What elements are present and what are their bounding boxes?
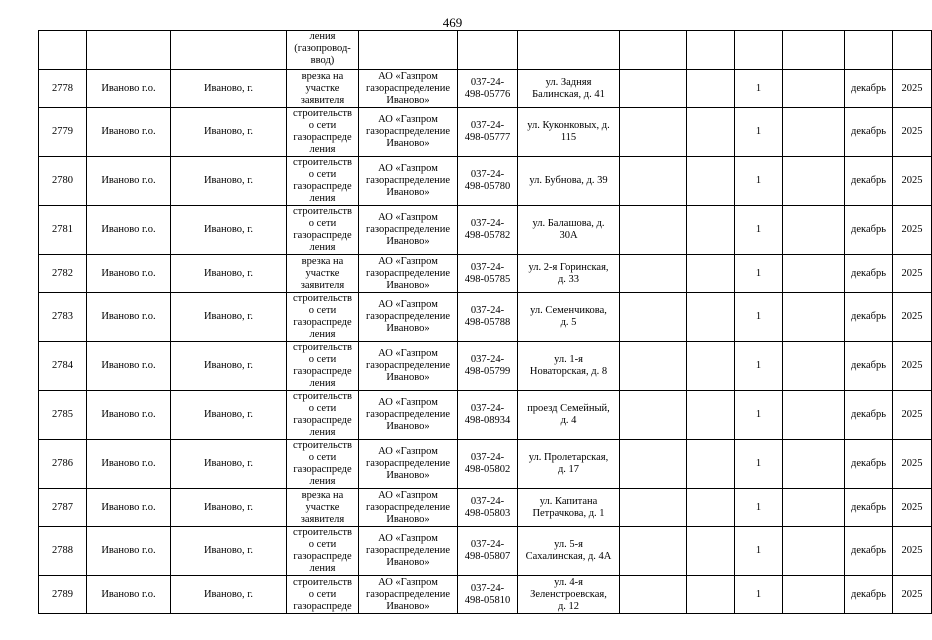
cell-year: 2025: [893, 576, 932, 614]
cell-empty: [620, 157, 687, 206]
cell-row-number: 2780: [39, 157, 87, 206]
cell-locality: Иваново, г.: [171, 70, 287, 108]
cell-district: Иваново г.о.: [87, 108, 171, 157]
cell-address: ул. Капитана Петрачкова, д. 1: [518, 489, 620, 527]
cell-application-code: 037-24- 498-05810: [458, 576, 518, 614]
cell-quantity: 1: [735, 440, 783, 489]
cell-empty: [620, 489, 687, 527]
cell-work-type: строительств о сети газораспреде ления: [287, 108, 359, 157]
cell-month: декабрь: [845, 206, 893, 255]
table-row: [39, 206, 932, 255]
cell-work-type: строительств о сети газораспреде ления: [287, 391, 359, 440]
cell-district: Иваново г.о.: [87, 391, 171, 440]
cell-empty: [687, 255, 735, 293]
cell-district: Иваново г.о.: [87, 489, 171, 527]
cell-empty: [620, 108, 687, 157]
cell-locality: Иваново, г.: [171, 206, 287, 255]
cell-locality: Иваново, г.: [171, 391, 287, 440]
table-row: [39, 527, 932, 576]
cell-empty: [687, 576, 735, 614]
cell-district: Иваново г.о.: [87, 293, 171, 342]
cell-locality: Иваново, г.: [171, 255, 287, 293]
cell-address: ул. Задняя Балинская, д. 41: [518, 70, 620, 108]
cell-address: ул. 5-я Сахалинская, д. 4А: [518, 527, 620, 576]
cell-empty: [783, 70, 845, 108]
cell-district: Иваново г.о.: [87, 440, 171, 489]
cell-empty: [893, 31, 932, 70]
cell-district: Иваново г.о.: [87, 206, 171, 255]
cell-work-type: врезка на участке заявителя: [287, 255, 359, 293]
cell-organization: АО «Газпром газораспределение Иваново»: [359, 576, 458, 614]
cell-month: декабрь: [845, 527, 893, 576]
cell-empty: [845, 31, 893, 70]
cell-empty: [687, 70, 735, 108]
cell-organization: АО «Газпром газораспределение Иваново»: [359, 206, 458, 255]
cell-empty: [620, 206, 687, 255]
cell-year: 2025: [893, 70, 932, 108]
cell-empty: [687, 391, 735, 440]
cell-district: Иваново г.о.: [87, 70, 171, 108]
cell-work-type: строительств о сети газораспреде ления: [287, 527, 359, 576]
cell-month: декабрь: [845, 342, 893, 391]
cell-application-code: 037-24- 498-05799: [458, 342, 518, 391]
cell-row-number: 2788: [39, 527, 87, 576]
cell-empty: [687, 108, 735, 157]
cell-organization: АО «Газпром газораспределение Иваново»: [359, 440, 458, 489]
cell-address: ул. 4-я Зеленстроевская, д. 12: [518, 576, 620, 614]
cell-year: 2025: [893, 108, 932, 157]
cell-locality: Иваново, г.: [171, 440, 287, 489]
cell-application-code: 037-24- 498-05777: [458, 108, 518, 157]
cell-locality: Иваново, г.: [171, 342, 287, 391]
cell-work-type: ления (газопровод- ввод): [287, 31, 359, 70]
cell-empty: [783, 293, 845, 342]
continuation-row: [39, 31, 932, 70]
cell-year: 2025: [893, 527, 932, 576]
cell-empty: [359, 31, 458, 70]
cell-district: Иваново г.о.: [87, 255, 171, 293]
cell-organization: АО «Газпром газораспределение Иваново»: [359, 527, 458, 576]
cell-empty: [783, 440, 845, 489]
cell-application-code: 037-24- 498-05785: [458, 255, 518, 293]
cell-month: декабрь: [845, 293, 893, 342]
cell-empty: [783, 108, 845, 157]
cell-application-code: 037-24- 498-05780: [458, 157, 518, 206]
cell-row-number: 2789: [39, 576, 87, 614]
table-row: [39, 293, 932, 342]
cell-application-code: 037-24- 498-05802: [458, 440, 518, 489]
cell-organization: АО «Газпром газораспределение Иваново»: [359, 342, 458, 391]
cell-row-number: 2781: [39, 206, 87, 255]
cell-empty: [458, 31, 518, 70]
cell-year: 2025: [893, 342, 932, 391]
cell-empty: [620, 391, 687, 440]
table-row: [39, 342, 932, 391]
cell-district: Иваново г.о.: [87, 342, 171, 391]
table-row: [39, 108, 932, 157]
cell-empty: [39, 31, 87, 70]
cell-empty: [735, 31, 783, 70]
cell-application-code: 037-24- 498-05788: [458, 293, 518, 342]
cell-year: 2025: [893, 391, 932, 440]
cell-empty: [783, 576, 845, 614]
cell-locality: Иваново, г.: [171, 108, 287, 157]
cell-empty: [687, 157, 735, 206]
cell-empty: [620, 440, 687, 489]
cell-month: декабрь: [845, 255, 893, 293]
cell-empty: [687, 31, 735, 70]
cell-year: 2025: [893, 293, 932, 342]
cell-locality: Иваново, г.: [171, 489, 287, 527]
cell-empty: [783, 206, 845, 255]
cell-year: 2025: [893, 440, 932, 489]
page-number: 469: [442, 15, 463, 30]
cell-district: Иваново г.о.: [87, 527, 171, 576]
cell-month: декабрь: [845, 108, 893, 157]
cell-work-type: строительств о сети газораспреде ления: [287, 293, 359, 342]
cell-month: декабрь: [845, 440, 893, 489]
cell-empty: [783, 391, 845, 440]
cell-address: ул. Семенчикова, д. 5: [518, 293, 620, 342]
cell-work-type: строительств о сети газораспреде ления: [287, 206, 359, 255]
cell-quantity: 1: [735, 391, 783, 440]
table-row: [39, 576, 932, 614]
cell-quantity: 1: [735, 255, 783, 293]
cell-empty: [687, 527, 735, 576]
cell-locality: Иваново, г.: [171, 157, 287, 206]
cell-row-number: 2785: [39, 391, 87, 440]
cell-month: декабрь: [845, 489, 893, 527]
cell-work-type: строительств о сети газораспреде ления: [287, 157, 359, 206]
cell-address: ул. Бубнова, д. 39: [518, 157, 620, 206]
cell-locality: Иваново, г.: [171, 576, 287, 614]
cell-empty: [620, 527, 687, 576]
cell-quantity: 1: [735, 576, 783, 614]
cell-empty: [783, 489, 845, 527]
table-row: [39, 255, 932, 293]
cell-quantity: 1: [735, 70, 783, 108]
cell-empty: [687, 342, 735, 391]
cell-organization: АО «Газпром газораспределение Иваново»: [359, 255, 458, 293]
cell-application-code: 037-24- 498-05803: [458, 489, 518, 527]
cell-empty: [518, 31, 620, 70]
cell-organization: АО «Газпром газораспределение Иваново»: [359, 391, 458, 440]
cell-month: декабрь: [845, 391, 893, 440]
table-row: [39, 440, 932, 489]
cell-quantity: 1: [735, 206, 783, 255]
cell-empty: [620, 255, 687, 293]
cell-month: декабрь: [845, 70, 893, 108]
cell-empty: [620, 70, 687, 108]
cell-empty: [687, 489, 735, 527]
cell-row-number: 2783: [39, 293, 87, 342]
cell-row-number: 2784: [39, 342, 87, 391]
cell-work-type: строительств о сети газораспреде ления: [287, 440, 359, 489]
table-body: [39, 31, 932, 614]
cell-empty: [783, 255, 845, 293]
cell-empty: [687, 293, 735, 342]
cell-application-code: 037-24- 498-08934: [458, 391, 518, 440]
cell-address: ул. 1-я Новаторская, д. 8: [518, 342, 620, 391]
cell-row-number: 2787: [39, 489, 87, 527]
cell-empty: [171, 31, 287, 70]
cell-quantity: 1: [735, 489, 783, 527]
cell-quantity: 1: [735, 527, 783, 576]
cell-empty: [783, 157, 845, 206]
table-row: [39, 391, 932, 440]
cell-work-type: строительств о сети газораспреде: [287, 576, 359, 614]
cell-address: ул. Пролетарская, д. 17: [518, 440, 620, 489]
cell-district: Иваново г.о.: [87, 576, 171, 614]
cell-month: декабрь: [845, 157, 893, 206]
cell-organization: АО «Газпром газораспределение Иваново»: [359, 108, 458, 157]
cell-address: ул. Куконковых, д. 115: [518, 108, 620, 157]
cell-work-type: врезка на участке заявителя: [287, 70, 359, 108]
cell-organization: АО «Газпром газораспределение Иваново»: [359, 293, 458, 342]
cell-work-type: врезка на участке заявителя: [287, 489, 359, 527]
cell-row-number: 2786: [39, 440, 87, 489]
cell-empty: [620, 576, 687, 614]
cell-empty: [783, 527, 845, 576]
cell-month: декабрь: [845, 576, 893, 614]
cell-empty: [620, 293, 687, 342]
cell-locality: Иваново, г.: [171, 293, 287, 342]
cell-quantity: 1: [735, 342, 783, 391]
cell-empty: [620, 342, 687, 391]
cell-year: 2025: [893, 255, 932, 293]
cell-empty: [687, 206, 735, 255]
cell-address: ул. Балашова, д. 30А: [518, 206, 620, 255]
cell-year: 2025: [893, 206, 932, 255]
cell-empty: [620, 31, 687, 70]
cell-quantity: 1: [735, 108, 783, 157]
cell-locality: Иваново, г.: [171, 527, 287, 576]
cell-empty: [87, 31, 171, 70]
cell-quantity: 1: [735, 293, 783, 342]
cell-empty: [783, 342, 845, 391]
cell-organization: АО «Газпром газораспределение Иваново»: [359, 489, 458, 527]
cell-row-number: 2778: [39, 70, 87, 108]
cell-organization: АО «Газпром газораспределение Иваново»: [359, 70, 458, 108]
cell-application-code: 037-24- 498-05807: [458, 527, 518, 576]
cell-district: Иваново г.о.: [87, 157, 171, 206]
cell-application-code: 037-24- 498-05782: [458, 206, 518, 255]
cell-row-number: 2779: [39, 108, 87, 157]
cell-application-code: 037-24- 498-05776: [458, 70, 518, 108]
table-row: [39, 157, 932, 206]
cell-year: 2025: [893, 157, 932, 206]
cell-empty: [783, 31, 845, 70]
cell-year: 2025: [893, 489, 932, 527]
table-row: [39, 489, 932, 527]
cell-address: проезд Семейный, д. 4: [518, 391, 620, 440]
cell-organization: АО «Газпром газораспределение Иваново»: [359, 157, 458, 206]
cell-address: ул. 2-я Горинская, д. 33: [518, 255, 620, 293]
cell-quantity: 1: [735, 157, 783, 206]
cell-empty: [687, 440, 735, 489]
cell-work-type: строительств о сети газораспреде ления: [287, 342, 359, 391]
table-row: [39, 70, 932, 108]
cell-row-number: 2782: [39, 255, 87, 293]
gasification-registry-table: [38, 30, 932, 614]
